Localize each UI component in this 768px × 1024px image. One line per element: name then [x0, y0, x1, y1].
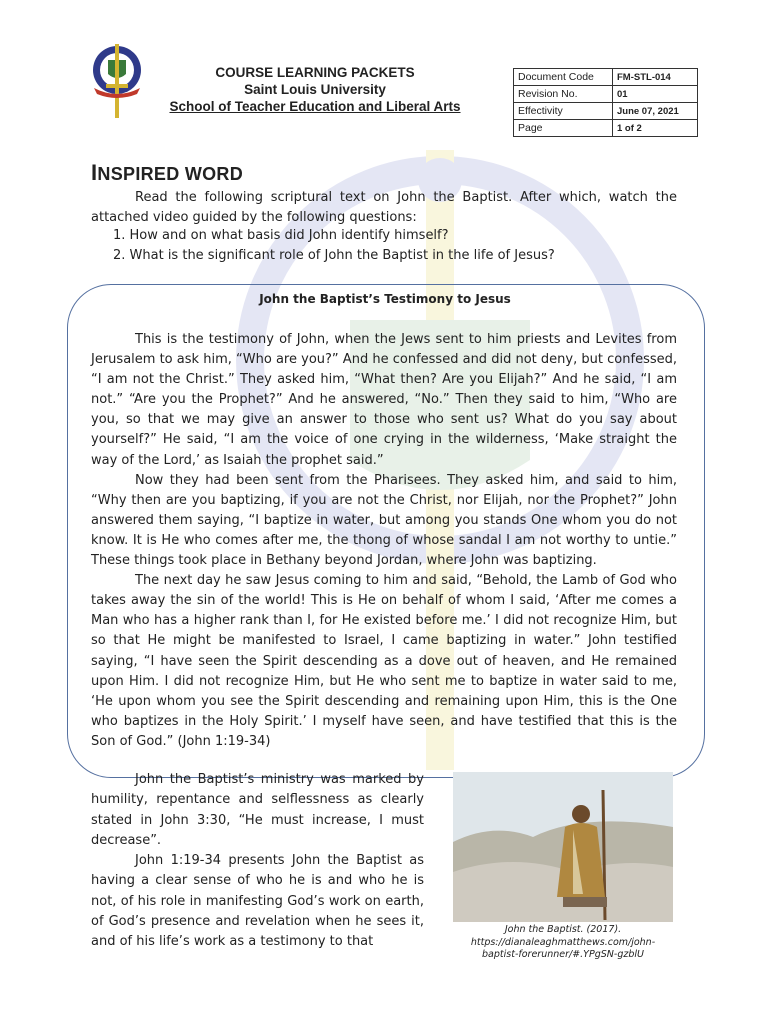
meta-row — [514, 69, 698, 86]
meta-label: Page — [514, 120, 613, 137]
question-2: 2. What is the significant role of John the Baptist in the life of Jesus? — [113, 248, 555, 263]
scripture-paragraph: Now they had been sent from the Pharisees. They asked him, and said to him, “Why then are you baptizing, if you are not the Christ, nor Elijah, nor the Prophet?” John answered them saying, “I baptize in water, but among you stands One whom you do not know. It is He who comes after me, the thong of whose sandal I am not worthy to untie.” These things took place in Bethany beyond Jordan, where John was baptizing. — [91, 472, 677, 569]
intro-text — [91, 188, 677, 228]
john-baptist-illustration — [453, 772, 673, 922]
document-header — [150, 64, 480, 115]
body-text — [91, 770, 424, 953]
meta-value: FM-STL-014 — [613, 69, 698, 86]
scripture-paragraph: The next day he saw Jesus coming to him and said, “Behold, the Lamb of God who takes away the sin of the world! This is He on behalf of whom I said, ‘After me comes a Man who has a higher rank than I, for He existed before me.’ I did not recognize Him, but so that He might be manifested to Israel, I came baptizing in water.” John testified saying, “I have seen the Spirit descending as a dove out of heaven, and He remained upon Him. I did not recognize Him, but He who sent me to baptize in water said to me, ‘He upon whom you see the Spirit descending and remaining upon Him, this is the One who baptizes in the Holy Spirit.’ I myself have seen, and have testified that this is the Son of God.” (John 1:19-34) — [91, 573, 677, 749]
section-title — [91, 160, 243, 186]
meta-value: 01 — [613, 86, 698, 103]
scripture-paragraph: This is the testimony of John, when the Jews sent to him priests and Levites from Jerusalem to ask him, “Who are you?” And he confessed and did not deny, but confessed, “I am not the Christ.” They asked him, “What then? Are you Elijah?” And he said, “I am not.” “Are you the Prophet?” And he answered, “No.” Then they said to him, “Who are you, so that we may give an answer to those who sent us? What do you say about yourself?” He said, “I am the voice of one crying in the wilderness, ‘Make straight the way of the Lord,’ as Isaiah the prophet said.” — [91, 332, 677, 468]
section-title-initial: I — [91, 160, 98, 185]
document-meta-table — [513, 68, 698, 137]
meta-row — [514, 120, 698, 137]
section-title-rest: NSPIRED WORD — [97, 164, 244, 184]
header-line3: School of Teacher Education and Liberal Arts — [169, 99, 461, 114]
header-line2: Saint Louis University — [244, 82, 386, 97]
body-paragraph: John 1:19-34 presents John the Baptist as having a clear sense of who he is and who he is not, of his role in manifesting God’s work on earth, of God’s presence and revelation when he sees it, and of his life’s work as a testimony to that — [91, 853, 424, 950]
meta-label: Effectivity — [514, 103, 613, 120]
caption-line1: John the Baptist. (2017). — [504, 924, 622, 935]
slu-logo — [86, 42, 148, 120]
caption-line2: https://dianaleaghmatthews.com/john-baptist-forerunner/#.YPgSN-gzblU — [470, 936, 656, 960]
image-caption — [455, 924, 671, 962]
scripture-text — [91, 330, 677, 752]
meta-value: June 07, 2021 — [613, 103, 698, 120]
meta-row — [514, 86, 698, 103]
question-1: 1. How and on what basis did John identify himself? — [113, 228, 449, 243]
meta-row — [514, 103, 698, 120]
meta-label: Document Code — [514, 69, 613, 86]
meta-value: 1 of 2 — [613, 120, 698, 137]
body-paragraph: John the Baptist’s ministry was marked by humility, repentance and selflessness as clearly stated in John 3:30, “He must increase, I must decrease”. — [91, 772, 424, 848]
scripture-title: John the Baptist’s Testimony to Jesus — [259, 292, 511, 306]
header-line1: COURSE LEARNING PACKETS — [215, 65, 415, 80]
meta-label: Revision No. — [514, 86, 613, 103]
intro-paragraph: Read the following scriptural text on John the Baptist. After which, watch the attached video guided by the following questions: — [91, 190, 677, 225]
